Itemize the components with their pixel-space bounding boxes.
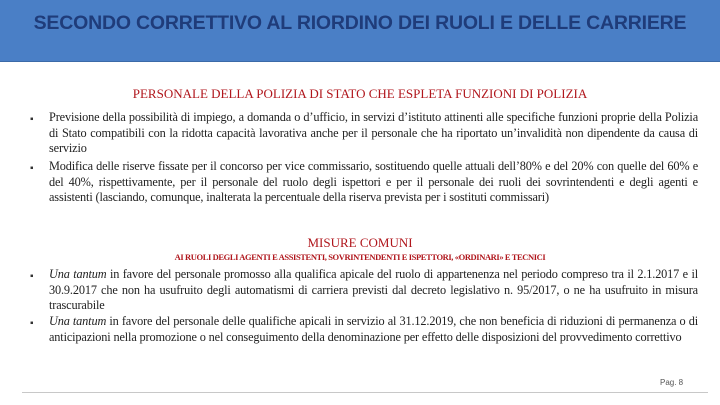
emphasis-text: Una tantum: [49, 314, 107, 328]
list-item-text: [49, 267, 698, 314]
emphasis-text: Una tantum: [49, 267, 107, 281]
bullet-icon: ▪: [30, 318, 34, 329]
section-subheading: AI RUOLI DEGLI AGENTI E ASSISTENTI, SOVRINTENDENTI E ISPETTORI, «ORDINARI» E TECNICI: [174, 252, 546, 262]
section-heading-personale: PERSONALE DELLA POLIZIA DI STATO CHE ESPLETA FUNZIONI DI POLIZIA: [132, 86, 588, 101]
list-item-body: in favore del personale delle qualifiche apicali in servizio al 31.12.2019, che non beneficia di riduzioni di permanenza o di anticipazioni nella promozione o nel conseguimento della denominazione per effetto delle disposizioni del provvedimento correttivo: [49, 314, 698, 344]
title-bar: [0, 0, 720, 62]
list-item: [30, 314, 698, 345]
list-item-text: Previsione della possibilità di impiego, a domanda o d’ufficio, in servizi d’istituto attinenti alle specifiche funzioni proprie della Polizia di Stato compatibili con la ridotta capacità lavorativa anche per il personale che ha riportato un’invalidità non dipendente da causa di servizio: [49, 110, 698, 156]
list-item-body: in favore del personale promosso alla qualifica apicale del ruolo di appartenenza nel periodo compreso tra il 2.1.2017 e il 30.9.2017 che non ha usufruito degli automatismi di carriera previsti dal decreto legislativo n. 95/2017, o ne ha usufruito in misura trascurabile: [49, 267, 698, 313]
slide-title: SECONDO CORRETTIVO AL RIORDINO DEI RUOLI E DELLE CARRIERE: [33, 12, 687, 34]
list-item-text: [49, 314, 698, 345]
bullet-icon: ▪: [30, 114, 34, 125]
list-item-text: Modifica delle riserve fissate per il concorso per vice commissario, sostituendo quelle attuali dell’80% e del 20% con quelle del 60% e del 40%, rispettivamente, per il personale del ruolo degli ispettori e per il personale dei ruoli dei sovrintendenti e degli agenti e assistenti (lasciando, comunque, inalterata la percentuale della riserva prevista per i sostituti commissari): [49, 159, 698, 205]
bullet-icon: ▪: [30, 271, 34, 282]
list-item: [30, 267, 698, 314]
page-number: Pag. 8: [660, 378, 684, 387]
list-item: [30, 110, 698, 157]
section-heading-misure-comuni: MISURE COMUNI: [307, 235, 413, 250]
bullet-icon: ▪: [30, 163, 34, 174]
footer-divider: [22, 392, 708, 393]
list-item: [30, 159, 698, 206]
